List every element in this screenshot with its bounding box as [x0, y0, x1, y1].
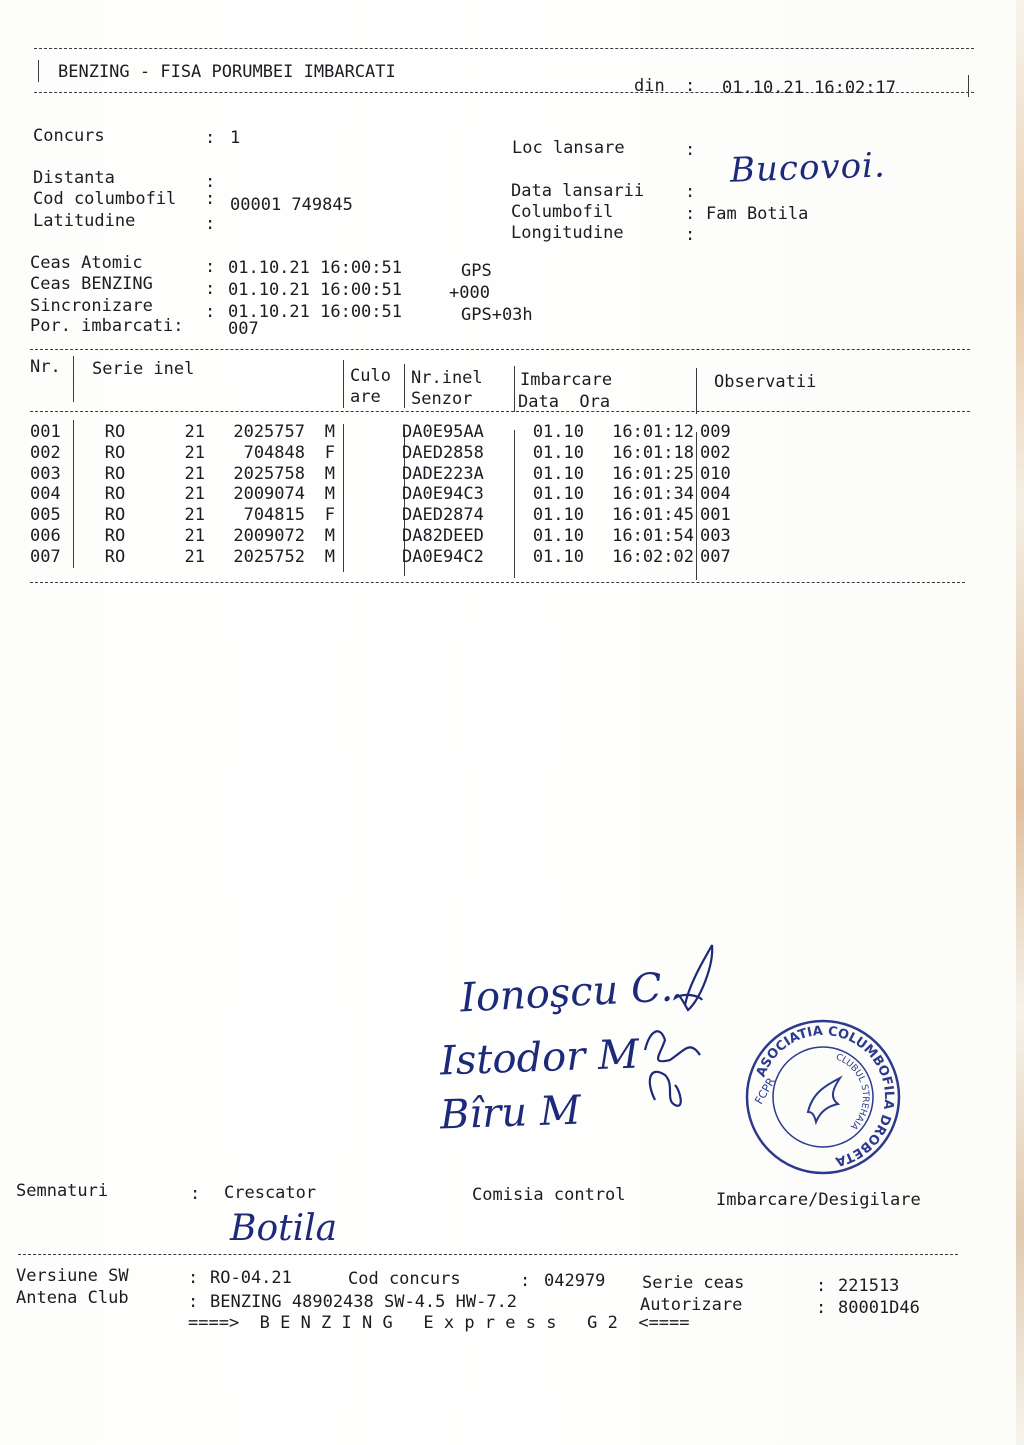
cod-concurs-label: Cod concurs [348, 1269, 461, 1289]
row-sensor: DA0E94C2 [402, 546, 484, 567]
row-year: 21 [184, 463, 205, 484]
row-time: 16:01:54 [612, 525, 694, 546]
row-ring: 704848 [243, 442, 305, 463]
header-nrinel-2: Senzor [411, 389, 473, 409]
autorizare-value: 80001D46 [838, 1298, 920, 1318]
handwritten-name-1: Ionoşcu C. [458, 964, 675, 1022]
row-sensor: DAED2858 [402, 442, 484, 463]
row-sex: F [324, 505, 335, 526]
cod-colon: : [205, 189, 216, 209]
cod-columbofil-value: 00001 749845 [230, 195, 353, 215]
table-top-rule [30, 349, 970, 350]
sincronizare-colon: : [205, 302, 216, 322]
versiune-colon: : [188, 1268, 199, 1288]
semnaturi-colon: : [190, 1184, 201, 1204]
row-sex: F [324, 442, 335, 463]
row-year: 21 [184, 422, 205, 442]
columbofil-value: Fam Botila [706, 204, 809, 224]
sincronizare-value: 01.10.21 16:00:51 [228, 302, 402, 322]
row-sex: M [324, 463, 335, 484]
columbofil-colon: : [685, 204, 696, 224]
row-time: 16:02:02 [612, 546, 694, 567]
longitudine-colon: : [685, 225, 696, 245]
table-row [30, 422, 760, 443]
serie-ceas-value: 221513 [838, 1276, 900, 1296]
versiune-sw-value: RO-04.21 [210, 1268, 292, 1288]
row-culoare [335, 464, 396, 485]
longitudine-label: Longitudine [511, 223, 624, 243]
ceas-atomic-suffix: GPS [461, 261, 492, 281]
table-header-rule [30, 411, 970, 412]
row-ring: 2025757 [233, 422, 305, 442]
din-value: 01.10.21 16:02:17 [722, 78, 896, 98]
loc-lansare-handwritten: Bucovoi. [729, 145, 887, 191]
row-nr: 005 [30, 505, 61, 526]
table-row [30, 505, 760, 526]
col-divider-imbarcare [696, 368, 697, 414]
header-serie-inel: Serie inel [92, 359, 195, 379]
sincronizare-suffix: GPS+03h [461, 305, 533, 325]
porumbei-imbarcati-label: Por. imbarcati: [30, 316, 184, 336]
row-culoare [335, 443, 396, 464]
header-right-bar [968, 75, 969, 97]
row-country: RO [104, 505, 126, 526]
row-time: 16:01:12 [612, 422, 694, 442]
data-lansarii-label: Data lansarii [511, 181, 645, 201]
row-country: RO [104, 484, 126, 505]
row-time: 16:01:45 [612, 505, 694, 526]
row-year: 21 [184, 484, 205, 505]
svg-text:CLUBUL STREHAIA [834, 1052, 870, 1131]
concurs-value: 1 [230, 128, 241, 148]
benzing-express-banner: ====> B E N Z I N G E x p r e s s G 2 <==== [188, 1313, 690, 1333]
autorizare-colon: : [816, 1298, 827, 1318]
row-sex: M [324, 546, 335, 567]
distanta-colon: : [205, 172, 216, 192]
row-nr: 006 [30, 525, 61, 546]
row-date: 01.10 [532, 484, 584, 505]
cod-concurs-value: 042979 [544, 1271, 606, 1291]
header-imbarcare-2: Data Ora [518, 392, 611, 412]
row-observatii: 002 [700, 442, 731, 463]
versiune-sw-label: Versiune SW [16, 1266, 129, 1286]
row-ring: 2009074 [233, 484, 305, 505]
autorizare-label: Autorizare [640, 1295, 743, 1315]
table-row [30, 464, 760, 485]
row-sex: M [324, 525, 335, 546]
table-row [30, 547, 760, 568]
row-country: RO [104, 463, 126, 484]
row-date: 01.10 [532, 546, 584, 567]
row-date: 01.10 [532, 463, 584, 484]
sincronizare-label: Sincronizare [30, 296, 153, 316]
header-culoare-1: Culo [350, 366, 391, 386]
header-observatii: Observatii [714, 372, 817, 392]
row-year: 21 [184, 442, 205, 463]
row-nr: 002 [30, 442, 61, 463]
row-country: RO [104, 546, 126, 567]
footer-rule [18, 1254, 958, 1255]
commission-initials-signature [630, 940, 730, 1120]
row-year: 21 [184, 525, 205, 546]
semnaturi-label: Semnaturi [16, 1181, 109, 1201]
stamp-outer-text: ASOCIATIA COLUMBOFILA DROBETA [753, 1023, 897, 1169]
antena-club-label: Antena Club [16, 1288, 129, 1308]
row-ring: 2025752 [233, 546, 305, 567]
row-culoare [335, 422, 396, 443]
table-bottom-rule [30, 582, 965, 583]
pigeon-table [30, 422, 760, 568]
row-year: 21 [184, 505, 205, 526]
header-imbarcare-1: Imbarcare [520, 370, 613, 390]
row-observatii: 003 [700, 525, 731, 546]
row-culoare [335, 505, 396, 526]
row-time: 16:01:34 [612, 484, 694, 505]
crescator-label: Crescator [224, 1183, 317, 1203]
din-colon: : [685, 76, 696, 96]
page-edge-strip [1016, 0, 1024, 1445]
row-country: RO [104, 442, 126, 463]
row-observatii: 010 [700, 463, 731, 484]
latitudine-colon: : [205, 214, 216, 234]
ceas-benzing-label: Ceas BENZING [30, 274, 153, 294]
table-row [30, 443, 760, 464]
row-country: RO [104, 525, 126, 546]
col-divider-serie [343, 360, 344, 408]
page-title: BENZING - FISA PORUMBEI IMBARCATI [58, 62, 396, 82]
antena-colon: : [188, 1292, 199, 1312]
row-sensor: DAED2874 [402, 505, 484, 526]
header-left-bar [38, 60, 39, 82]
stamp-bird-icon [808, 1078, 840, 1122]
serie-ceas-colon: : [816, 1276, 827, 1296]
handwritten-name-2: Istodor M [439, 1031, 640, 1085]
row-country: RO [104, 422, 126, 442]
row-sex: M [324, 422, 335, 442]
row-observatii: 001 [700, 505, 731, 526]
columbofil-label: Columbofil [511, 202, 614, 222]
comisia-control-label: Comisia control [472, 1185, 626, 1205]
col-divider-nr [73, 356, 74, 402]
ceas-atomic-value: 01.10.21 16:00:51 [228, 258, 402, 278]
ceas-atomic-colon: : [205, 257, 216, 277]
row-ring: 2009072 [233, 525, 305, 546]
row-time: 16:01:18 [612, 442, 694, 463]
loc-lansare-colon: : [685, 140, 696, 160]
row-date: 01.10 [532, 505, 584, 526]
row-year: 21 [184, 546, 205, 567]
imbarcare-desigilare-label: Imbarcare/Desigilare [716, 1190, 921, 1210]
row-observatii: 004 [700, 484, 731, 505]
header-nr: Nr. [30, 357, 61, 377]
col-divider-senzor [514, 366, 515, 412]
concurs-label: Concurs [33, 126, 105, 146]
porumbei-imbarcati-value: 007 [228, 319, 259, 339]
header-nrinel-1: Nr.inel [411, 368, 483, 388]
concurs-colon: : [205, 128, 216, 148]
row-ring: 704815 [243, 505, 305, 526]
club-stamp [742, 1016, 904, 1178]
col-divider-culoare [404, 364, 405, 408]
row-sensor: DADE223A [402, 463, 484, 484]
row-time: 16:01:25 [612, 463, 694, 484]
row-sensor: DA0E95AA [402, 422, 484, 442]
row-date: 01.10 [532, 525, 584, 546]
row-ring: 2025758 [233, 463, 305, 484]
serie-ceas-label: Serie ceas [642, 1273, 745, 1293]
ceas-atomic-label: Ceas Atomic [30, 253, 143, 273]
table-row [30, 484, 760, 505]
data-lansarii-colon: : [685, 182, 696, 202]
row-culoare [335, 547, 396, 568]
row-date: 01.10 [532, 442, 584, 463]
ceas-benzing-suffix: +000 [449, 283, 490, 303]
stamp-top-text: FCPR [752, 1075, 778, 1107]
latitudine-label: Latitudine [33, 211, 136, 231]
cod-columbofil-label: Cod columbofil [33, 189, 177, 209]
breeder-signature: Botila [230, 1208, 338, 1249]
row-nr: 003 [30, 463, 61, 484]
row-date: 01.10 [532, 422, 584, 442]
row-observatii: 009 [700, 422, 731, 442]
stamp-inner-text: CLUBUL STREHAIA [834, 1052, 871, 1132]
row-culoare [335, 526, 396, 547]
ceas-benzing-colon: : [205, 279, 216, 299]
antena-club-value: BENZING 48902438 SW-4.5 HW-7.2 [210, 1292, 518, 1312]
row-observatii: 007 [700, 546, 731, 567]
loc-lansare-label: Loc lansare [512, 138, 625, 158]
header-top-rule [34, 48, 974, 49]
row-nr: 001 [30, 422, 61, 442]
row-culoare [335, 484, 396, 505]
header-culoare-2: are [350, 387, 381, 407]
row-nr: 007 [30, 546, 61, 567]
distanta-label: Distanta [33, 168, 115, 188]
handwritten-name-3: Bîru M [439, 1087, 582, 1139]
cod-concurs-colon: : [520, 1271, 531, 1291]
row-sensor: DA82DEED [402, 525, 484, 546]
row-nr: 004 [30, 484, 61, 505]
ceas-benzing-value: 01.10.21 16:00:51 [228, 280, 402, 300]
table-row [30, 526, 760, 547]
row-sex: M [324, 484, 335, 505]
row-sensor: DA0E94C3 [402, 484, 484, 505]
din-label: din [634, 76, 665, 96]
